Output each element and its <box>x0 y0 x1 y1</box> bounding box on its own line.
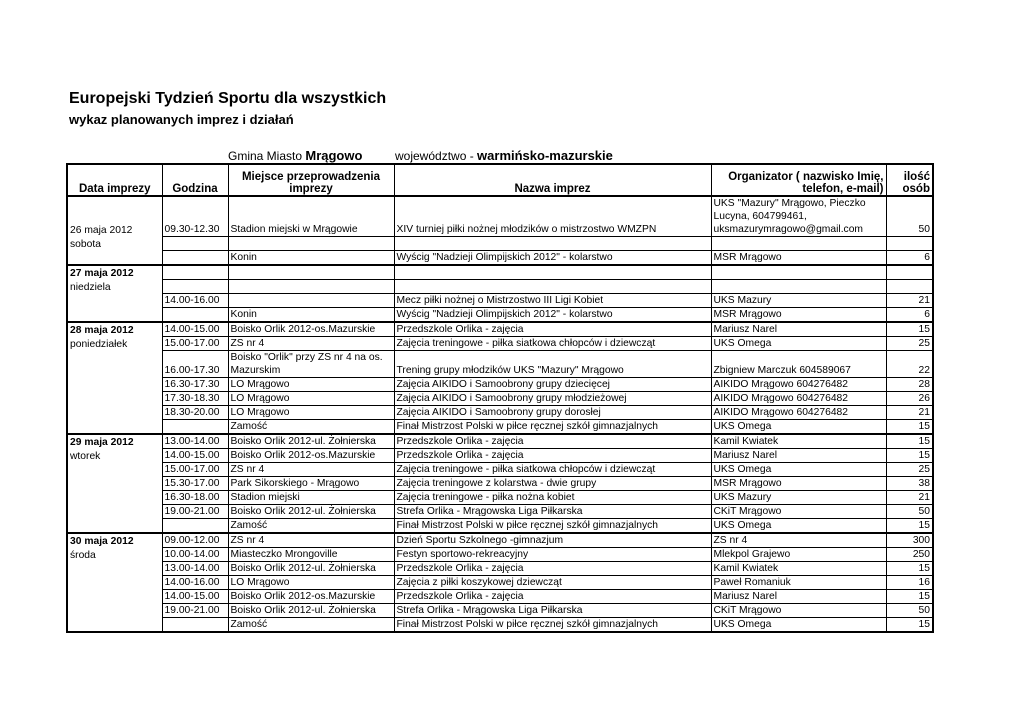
cell-hour: 14.00-15.00 <box>162 449 228 463</box>
cell-count: 15 <box>886 322 933 337</box>
cell-date <box>67 392 162 406</box>
cell-date <box>67 491 162 505</box>
cell-organizer: Kamil Kwiatek <box>711 562 886 576</box>
cell-place <box>228 294 394 308</box>
cell-count: 25 <box>886 463 933 477</box>
cell-count: 21 <box>886 294 933 308</box>
cell-place: Stadion miejski w Mrągowie <box>228 196 394 237</box>
cell-event-name: Wyścig "Nadzieji Olimpijskich 2012" - kolarstwo <box>394 251 711 266</box>
table-row <box>67 604 933 618</box>
cell-hour: 18.30-20.00 <box>162 406 228 420</box>
cell-place <box>228 237 394 251</box>
cell-hour: 17.30-18.30 <box>162 392 228 406</box>
cell-date <box>67 604 162 618</box>
voivodeship-label <box>395 148 613 163</box>
cell-event-name: Przedszkole Orlika - zajęcia <box>394 434 711 449</box>
cell-organizer <box>711 280 886 294</box>
cell-place: Boisko Orlik 2012-ul. Żołnierska <box>228 562 394 576</box>
cell-organizer: AIKIDO Mrągowo 604276482 <box>711 392 886 406</box>
table-row <box>67 196 933 237</box>
gmina-label-text: Gmina Miasto <box>228 149 303 163</box>
cell-hour: 10.00-14.00 <box>162 548 228 562</box>
cell-organizer: UKS Omega <box>711 519 886 534</box>
cell-place: Park Sikorskiego - Mrągowo <box>228 477 394 491</box>
cell-hour: 15.30-17.00 <box>162 477 228 491</box>
cell-organizer: Mariusz Narel <box>711 590 886 604</box>
cell-organizer: Mariusz Narel <box>711 322 886 337</box>
header-hour: Godzina <box>162 164 228 196</box>
cell-organizer: MSR Mrągowo <box>711 308 886 323</box>
table-row <box>67 449 933 463</box>
table-row <box>67 548 933 562</box>
cell-count: 250 <box>886 548 933 562</box>
cell-count: 21 <box>886 491 933 505</box>
cell-hour <box>162 265 228 280</box>
cell-organizer: UKS Omega <box>711 337 886 351</box>
cell-event-name: Finał Mistrzost Polski w piłce ręcznej szkół gimnazjalnych <box>394 618 711 633</box>
cell-date: środa <box>67 548 162 562</box>
cell-event-name: Zajęcia AIKIDO i Samoobrony grupy dorosłej <box>394 406 711 420</box>
cell-count <box>886 237 933 251</box>
cell-organizer: UKS Omega <box>711 420 886 435</box>
table-row <box>67 533 933 548</box>
cell-event-name: Wyścig "Nadzieji Olimpijskich 2012" - kolarstwo <box>394 308 711 323</box>
cell-place: LO Mrągowo <box>228 378 394 392</box>
cell-hour: 19.00-21.00 <box>162 604 228 618</box>
cell-hour <box>162 237 228 251</box>
voivodeship-value: warmińsko-mazurskie <box>477 148 613 163</box>
cell-event-name: Finał Mistrzost Polski w piłce ręcznej szkół gimnazjalnych <box>394 420 711 435</box>
table-row <box>67 505 933 519</box>
cell-event-name <box>394 237 711 251</box>
cell-event-name: Zajęcia AIKIDO i Samoobrony grupy młodzieżowej <box>394 392 711 406</box>
table-row <box>67 251 933 266</box>
cell-date <box>67 294 162 308</box>
table-row <box>67 337 933 351</box>
cell-count: 28 <box>886 378 933 392</box>
cell-date <box>67 562 162 576</box>
cell-place: Boisko Orlik 2012-ul. Żołnierska <box>228 434 394 449</box>
cell-count: 22 <box>886 351 933 378</box>
cell-date <box>67 463 162 477</box>
cell-place: Konin <box>228 308 394 323</box>
cell-place: Boisko Orlik 2012-os.Mazurskie <box>228 322 394 337</box>
cell-count: 50 <box>886 196 933 237</box>
cell-date <box>67 519 162 534</box>
cell-hour: 16.30-17.30 <box>162 378 228 392</box>
cell-event-name: Strefa Orlika - Mrągowska Liga Piłkarska <box>394 604 711 618</box>
cell-date <box>67 477 162 491</box>
cell-organizer: AIKIDO Mrągowo 604276482 <box>711 378 886 392</box>
table-row <box>67 519 933 534</box>
cell-place: LO Mrągowo <box>228 406 394 420</box>
cell-count: 16 <box>886 576 933 590</box>
table-row <box>67 392 933 406</box>
cell-hour <box>162 308 228 323</box>
table-row <box>67 294 933 308</box>
cell-count: 15 <box>886 434 933 449</box>
cell-hour: 14.00-15.00 <box>162 322 228 337</box>
cell-hour <box>162 618 228 633</box>
cell-place: Zamość <box>228 519 394 534</box>
cell-date <box>67 351 162 378</box>
cell-organizer: AIKIDO Mrągowo 604276482 <box>711 406 886 420</box>
cell-date <box>67 505 162 519</box>
cell-count: 38 <box>886 477 933 491</box>
cell-place: Boisko Orlik 2012-ul. Żołnierska <box>228 505 394 519</box>
cell-place: Boisko Orlik 2012-os.Mazurskie <box>228 590 394 604</box>
cell-count: 15 <box>886 562 933 576</box>
cell-organizer: Mariusz Narel <box>711 449 886 463</box>
table-row <box>67 590 933 604</box>
cell-date <box>67 590 162 604</box>
cell-event-name: Przedszkole Orlika - zajęcia <box>394 449 711 463</box>
cell-event-name: Zajęcia treningowe - piłka siatkowa chłopców i dziewcząt <box>394 463 711 477</box>
cell-count: 21 <box>886 406 933 420</box>
table-row <box>67 576 933 590</box>
table-row <box>67 237 933 251</box>
cell-event-name: Trening grupy młodzików UKS "Mazury" Mrągowo <box>394 351 711 378</box>
cell-hour: 15.00-17.00 <box>162 463 228 477</box>
cell-hour: 19.00-21.00 <box>162 505 228 519</box>
cell-hour: 09.30-12.30 <box>162 196 228 237</box>
cell-event-name: Dzień Sportu Szkolnego -gimnazjum <box>394 533 711 548</box>
cell-count <box>886 265 933 280</box>
header-organizer: Organizator ( nazwisko Imię, telefon, e-mail) <box>711 164 886 196</box>
cell-organizer: CKiT Mrągowo <box>711 505 886 519</box>
cell-date <box>67 576 162 590</box>
header-place: Miejsce przeprowadzenia imprezy <box>228 164 394 196</box>
table-row <box>67 308 933 323</box>
cell-event-name: XIV turniej piłki nożnej młodzików o mistrzostwo WMZPN <box>394 196 711 237</box>
cell-event-name: Zajęcia AIKIDO i Samoobrony grupy dziecięcej <box>394 378 711 392</box>
cell-event-name <box>394 280 711 294</box>
cell-date: 28 maja 2012 <box>67 322 162 337</box>
cell-count: 15 <box>886 519 933 534</box>
cell-date <box>67 378 162 392</box>
cell-date: niedziela <box>67 280 162 294</box>
table-row <box>67 378 933 392</box>
cell-count: 15 <box>886 449 933 463</box>
cell-date <box>67 308 162 323</box>
cell-organizer: Zbigniew Marczuk 604589067 <box>711 351 886 378</box>
cell-event-name: Przedszkole Orlika - zajęcia <box>394 562 711 576</box>
cell-count: 26 <box>886 392 933 406</box>
cell-date <box>67 420 162 435</box>
voivodeship-label-text: województwo - <box>395 149 474 163</box>
cell-event-name: Festyn sportowo-rekreacyjny <box>394 548 711 562</box>
table-row <box>67 406 933 420</box>
cell-organizer: CKiT Mrągowo <box>711 604 886 618</box>
cell-organizer: MSR Mrągowo <box>711 251 886 266</box>
cell-event-name: Finał Mistrzost Polski w piłce ręcznej szkół gimnazjalnych <box>394 519 711 534</box>
table-row <box>67 434 933 449</box>
cell-event-name: Zajęcia treningowe - piłka siatkowa chłopców i dziewcząt <box>394 337 711 351</box>
table-row <box>67 562 933 576</box>
cell-hour: 14.00-15.00 <box>162 590 228 604</box>
cell-hour <box>162 251 228 266</box>
cell-event-name <box>394 265 711 280</box>
gmina-label <box>228 148 362 163</box>
cell-date: 27 maja 2012 <box>67 265 162 280</box>
events-table <box>66 163 934 633</box>
cell-event-name: Mecz piłki nożnej o Mistrzostwo III Ligi Kobiet <box>394 294 711 308</box>
cell-count: 6 <box>886 308 933 323</box>
table-header-row <box>67 164 933 196</box>
cell-count: 6 <box>886 251 933 266</box>
table-row <box>67 351 933 378</box>
cell-place: LO Mrągowo <box>228 392 394 406</box>
cell-organizer: UKS Mazury <box>711 294 886 308</box>
cell-organizer: Kamil Kwiatek <box>711 434 886 449</box>
cell-date: 29 maja 2012 <box>67 434 162 449</box>
cell-organizer: ZS nr 4 <box>711 533 886 548</box>
cell-hour: 15.00-17.00 <box>162 337 228 351</box>
cell-place <box>228 265 394 280</box>
table-row <box>67 477 933 491</box>
cell-hour: 13.00-14.00 <box>162 562 228 576</box>
page-title: Europejski Tydzień Sportu dla wszystkich <box>69 90 387 107</box>
table-row <box>67 265 933 280</box>
cell-count: 50 <box>886 505 933 519</box>
cell-count: 15 <box>886 590 933 604</box>
cell-place: Zamość <box>228 420 394 435</box>
cell-place: ZS nr 4 <box>228 463 394 477</box>
header-count: ilość osób <box>886 164 933 196</box>
cell-hour: 16.00-17.30 <box>162 351 228 378</box>
table-row <box>67 463 933 477</box>
cell-event-name: Przedszkole Orlika - zajęcia <box>394 322 711 337</box>
cell-date: 30 maja 2012 <box>67 533 162 548</box>
cell-event-name: Przedszkole Orlika - zajęcia <box>394 590 711 604</box>
cell-event-name: Zajęcia treningowe - piłka nożna kobiet <box>394 491 711 505</box>
cell-event-name: Zajęcia treningowe z kolarstwa - dwie grupy <box>394 477 711 491</box>
cell-date <box>67 406 162 420</box>
table-row <box>67 280 933 294</box>
cell-organizer: UKS Mazury <box>711 491 886 505</box>
cell-place: Zamość <box>228 618 394 633</box>
table-row <box>67 618 933 633</box>
cell-place: Konin <box>228 251 394 266</box>
cell-date: sobota <box>67 237 162 251</box>
gmina-value: Mrągowo <box>305 148 363 163</box>
cell-hour: 09.00-12.00 <box>162 533 228 548</box>
cell-date: poniedziałek <box>67 337 162 351</box>
cell-organizer: UKS Omega <box>711 618 886 633</box>
cell-organizer: UKS Omega <box>711 463 886 477</box>
cell-hour <box>162 280 228 294</box>
page-subtitle: wykaz planowanych imprez i działań <box>69 112 294 127</box>
header-name: Nazwa imprez <box>394 164 711 196</box>
table-row <box>67 420 933 435</box>
cell-place: ZS nr 4 <box>228 533 394 548</box>
cell-hour <box>162 420 228 435</box>
cell-hour: 14.00-16.00 <box>162 576 228 590</box>
cell-event-name: Zajęcia z piłki koszykowej dziewcząt <box>394 576 711 590</box>
cell-organizer <box>711 237 886 251</box>
cell-date <box>67 618 162 633</box>
cell-count <box>886 280 933 294</box>
cell-place: Boisko Orlik 2012-os.Mazurskie <box>228 449 394 463</box>
cell-hour: 14.00-16.00 <box>162 294 228 308</box>
cell-organizer <box>711 265 886 280</box>
cell-place: Stadion miejski <box>228 491 394 505</box>
cell-place: Miasteczko Mrongoville <box>228 548 394 562</box>
cell-hour: 16.30-18.00 <box>162 491 228 505</box>
cell-hour <box>162 519 228 534</box>
cell-count: 300 <box>886 533 933 548</box>
cell-place: Boisko "Orlik" przy ZS nr 4 na os. Mazurskim <box>228 351 394 378</box>
table-row <box>67 322 933 337</box>
cell-organizer: MSR Mrągowo <box>711 477 886 491</box>
cell-date: wtorek <box>67 449 162 463</box>
cell-organizer: Mlekpol Grajewo <box>711 548 886 562</box>
cell-count: 15 <box>886 618 933 633</box>
cell-organizer: UKS "Mazury" Mrągowo, Pieczko Lucyna, 604799461, uksmazurymragowo@gmail.com <box>711 196 886 237</box>
cell-event-name: Strefa Orlika - Mrągowska Liga Piłkarska <box>394 505 711 519</box>
cell-count: 50 <box>886 604 933 618</box>
cell-count: 15 <box>886 420 933 435</box>
cell-organizer: Paweł Romaniuk <box>711 576 886 590</box>
cell-place: Boisko Orlik 2012-ul. Żołnierska <box>228 604 394 618</box>
cell-date <box>67 251 162 266</box>
cell-hour: 13.00-14.00 <box>162 434 228 449</box>
cell-place: ZS nr 4 <box>228 337 394 351</box>
cell-place: LO Mrągowo <box>228 576 394 590</box>
cell-place <box>228 280 394 294</box>
table-row <box>67 491 933 505</box>
cell-count: 25 <box>886 337 933 351</box>
header-date: Data imprezy <box>67 164 162 196</box>
cell-date: 26 maja 2012 <box>67 196 162 237</box>
